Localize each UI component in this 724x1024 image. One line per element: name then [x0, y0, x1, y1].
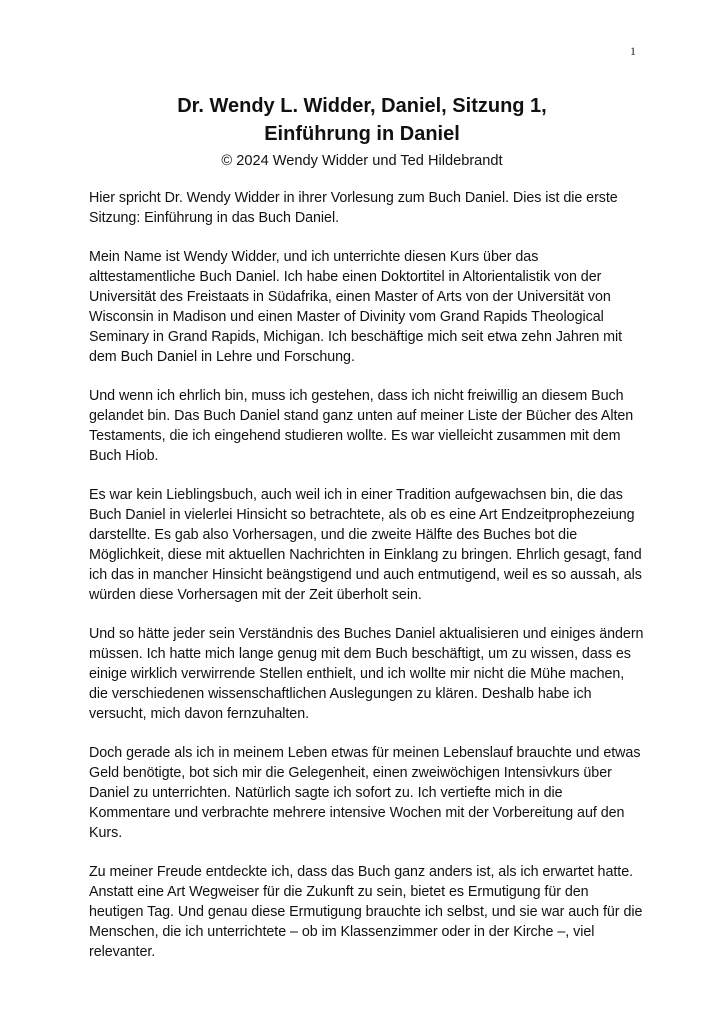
paragraph-1: Hier spricht Dr. Wendy Widder in ihrer Vorlesung zum Buch Daniel. Dies ist die erste Sitzung: Einführung in das Buch Daniel. — [89, 190, 618, 226]
document-header — [0, 92, 724, 173]
document-body — [89, 188, 645, 981]
page-number: 1 — [630, 44, 636, 58]
copyright-notice: © 2024 Wendy Widder und Ted Hildebrandt — [221, 153, 503, 169]
paragraph-3: Und wenn ich ehrlich bin, muss ich gestehen, dass ich nicht freiwillig an diesem Buch gelandet bin. Das Buch Daniel stand ganz unten auf meiner Liste der Bücher des Alten Testaments, die ich eingehend studieren wollte. Es war vielleicht zusammen mit dem Buch Hiob. — [89, 388, 634, 464]
document-title-line-2: Einführung in Daniel — [264, 123, 460, 145]
document-title-line-1: Dr. Wendy L. Widder, Daniel, Sitzung 1, — [177, 95, 547, 117]
paragraph-6: Doch gerade als ich in meinem Leben etwas für meinen Lebenslauf brauchte und etwas Geld benötigte, bot sich mir die Gelegenheit, einen zweiwöchigen Intensivkurs über Daniel zu unterrichten. Natürlich sagte ich sofort zu. Ich vertiefte mich in die Kommentare und verbrachte mehrere intensive Wochen mit der Vorbereitung auf den Kurs. — [89, 745, 641, 841]
paragraph-7: Zu meiner Freude entdeckte ich, dass das Buch ganz anders ist, als ich erwartet hatte. Anstatt eine Art Wegweiser für die Zukunft zu sein, bietet es Ermutigung für den heutigen Tag. Und genau diese Ermutigung brauchte ich selbst, und sie war auch für die Menschen, die ich unterrichtete – ob im Klassenzimmer oder in der Kirche –, viel relevanter. — [89, 864, 643, 960]
paragraph-4: Es war kein Lieblingsbuch, auch weil ich in einer Tradition aufgewachsen bin, die das Buch Daniel in vielerlei Hinsicht so betrachtete, als ob es eine Art Endzeitprophezeiung darstellte. Es gab also Vorhersagen, und die zweite Hälfte des Buches bot die Möglichkeit, diese mit aktuellen Nachrichten in Einklang zu bringen. Ehrlich gesagt, fand ich das in mancher Hinsicht beängstigend und auch entmutigend, weil es so aussah, als würden diese Vorhersagen mit der Zeit überholt sein. — [89, 487, 642, 603]
paragraph-5: Und so hätte jeder sein Verständnis des Buches Daniel aktualisieren und einiges ändern müssen. Ich hatte mich lange genug mit dem Buch beschäftigt, um zu wissen, dass es einige wirklich verwirrende Stellen enthielt, und ich wollte mir nicht die Mühe machen, die verschiedenen wissenschaftlichen Auslegungen zu klären. Deshalb habe ich versucht, mich davon fernzuhalten. — [89, 626, 644, 722]
paragraph-2: Mein Name ist Wendy Widder, und ich unterrichte diesen Kurs über das alttestamentliche Buch Daniel. Ich habe einen Doktortitel in Altorientalistik von der Universität des Freistaats in Südafrika, einen Master of Arts von der Universität von Wisconsin in Madison und einen Master of Divinity vom Grand Rapids Theological Seminary in Grand Rapids, Michigan. Ich beschäftige mich seit etwa zehn Jahren mit dem Buch Daniel in Lehre und Forschung. — [89, 249, 623, 365]
